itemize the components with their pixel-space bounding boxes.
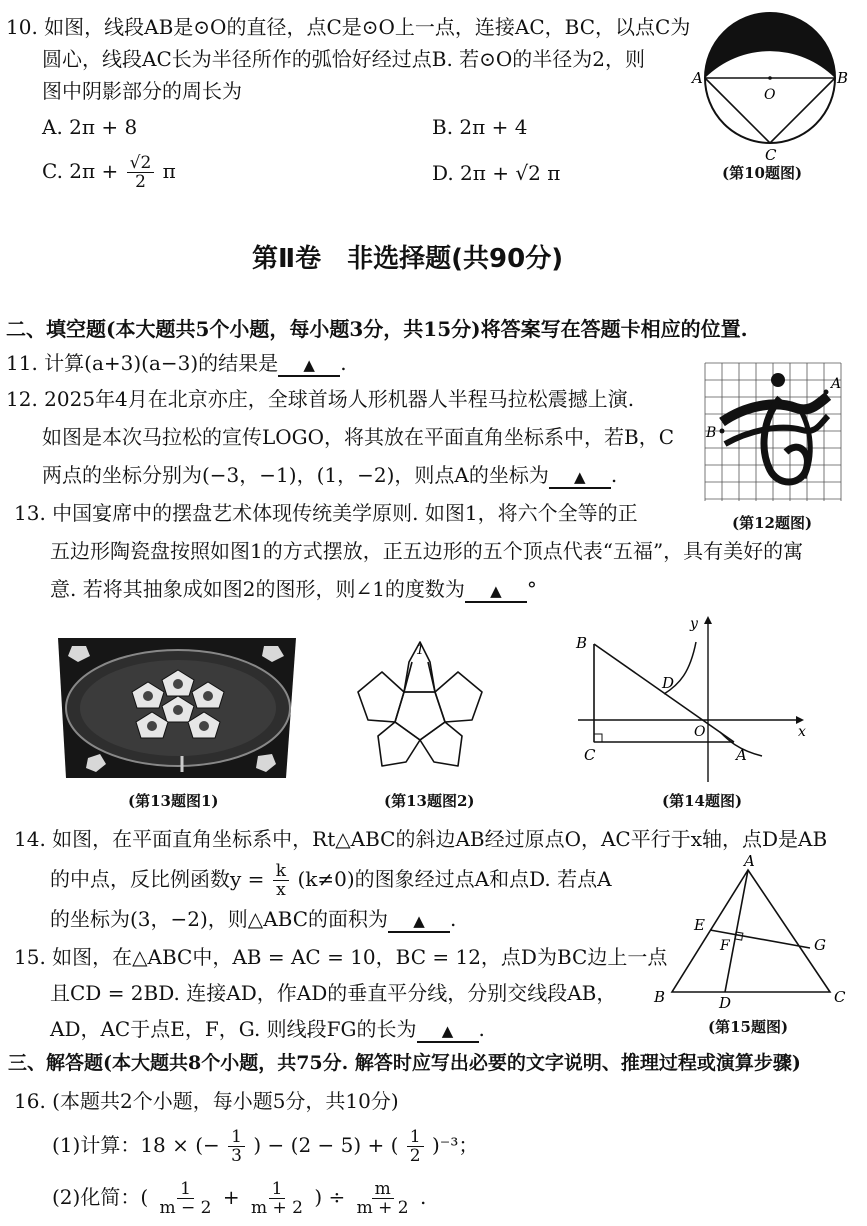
q16-p1-f2-num: 1 [407, 1128, 424, 1147]
q16-p2-prefix: (2)化简：( [52, 1185, 149, 1209]
q15-label-f: F [720, 938, 730, 954]
q14-label-b: B [576, 634, 588, 652]
q16-p2-f2-num: 1 [269, 1180, 286, 1199]
q11-end: . [340, 351, 347, 375]
q15-label-e: E [694, 916, 705, 934]
q14-fraction [273, 862, 289, 899]
part2-heading: 二、填空题(本大题共5个小题，每小题3分，共15分)将答案写在答题卡相应的位置. [6, 317, 748, 341]
q14-label-a: A [736, 746, 747, 764]
q16-p2-fraction3 [354, 1180, 412, 1217]
q16-part1 [52, 1128, 478, 1165]
q10-line3: 图中阴影部分的周长为 [42, 79, 242, 103]
q14-line3 [50, 906, 456, 933]
q13-line2: 五边形陶瓷盘按照如图1的方式摆放，正五边形的五个顶点代表“五福”，具有美好的寓 [50, 539, 804, 563]
q10-option-b: B. 2π + 4 [432, 115, 528, 139]
q14-fraction-num: k [273, 862, 289, 881]
q13-line3 [50, 576, 537, 603]
q12-answer-blank: ▲ [549, 467, 611, 489]
q15-label-c: C [834, 988, 846, 1006]
q10-shaded-region [705, 13, 835, 78]
q11 [6, 350, 347, 377]
q14-caption: (第14题图) [662, 792, 743, 810]
q15-line1: 15. 如图，在△ABC中，AB = AC = 10，BC = 12，点D为BC边上一点 [14, 945, 668, 969]
q12-line2: 如图是本次马拉松的宣传LOGO，将其放在平面直角坐标系中，若B，C [42, 425, 675, 449]
q14-line2-suffix: (k≠0)的图象经过点A和点D. 若点A [297, 867, 612, 891]
q14-answer-blank: ▲ [388, 911, 450, 933]
q10-line1: 10. 如图，线段AB是⊙O的直径，点C是⊙O上一点，连接AC，BC，以点C为 [6, 15, 691, 39]
q12-end: . [610, 463, 618, 487]
q13-line1: 13. 中国宴席中的摆盘艺术体现传统美学原则. 如图1，将六个全等的正 [14, 501, 638, 525]
q15-text: AD，AC于点E，F，G. 则线段FG的长为 [50, 1017, 417, 1041]
q13-figure1 [58, 638, 296, 778]
q11-answer-blank: ▲ [278, 355, 340, 377]
q15-end: . [478, 1017, 485, 1041]
q10-line2: 圆心，线段AC长为半径所作的弧恰好经过点B. 若⊙O的半径为2，则 [42, 47, 646, 71]
q13-angle-label: 1 [416, 643, 425, 658]
q16-p1-f2-den: 2 [409, 1146, 421, 1166]
q14-label-c: C [584, 746, 596, 764]
q13-answer-blank: ▲ [465, 581, 527, 603]
q12-logo-shape [722, 373, 828, 482]
q10-option-c-den: 2 [135, 172, 146, 192]
q16-p2-f1-den: m − 2 [159, 1198, 212, 1218]
q16-p2-plus: + [222, 1185, 240, 1209]
q15-label-a: A [744, 854, 755, 870]
part3-heading: 三、解答题(本大题共8个小题，共75分. 解答时应写出必要的文字说明、推理过程或演算步骤) [8, 1052, 801, 1074]
q16-p2-f3-num: m [372, 1180, 394, 1199]
q10-option-c [42, 154, 176, 191]
q13-text: 意. 若将其抽象成如图2的图形，则∠1的度数为 [50, 577, 465, 601]
q10-label-o: O [764, 87, 776, 103]
q15-caption: (第15题图) [708, 1018, 789, 1036]
q16-p2-f3-den: m + 2 [356, 1198, 409, 1218]
q10-option-c-fraction [127, 154, 155, 191]
q16-p1-suffix: )⁻³； [431, 1133, 479, 1157]
q16-p2-f2-den: m + 2 [250, 1198, 303, 1218]
q14-line2 [50, 862, 612, 899]
q16-p1-prefix: (1)计算：18 × (− [52, 1133, 220, 1157]
q14-fraction-den: x [276, 880, 286, 900]
q16-p1-fraction2 [407, 1128, 424, 1165]
q16-p2-fraction1 [157, 1180, 215, 1217]
q13-figure2 [350, 634, 490, 786]
q15-answer-blank: ▲ [417, 1021, 479, 1043]
q16-p2-end: . [419, 1185, 427, 1209]
q10-option-c-prefix: C. 2π + [42, 159, 119, 183]
q12-caption: (第12题图) [732, 514, 813, 532]
q13-caption1: (第13题图1) [128, 792, 219, 810]
q10-option-c-suffix: π [162, 159, 176, 183]
q14-line2-prefix: 的中点，反比例函数y = [50, 867, 265, 891]
q14-label-o: O [694, 724, 706, 740]
q13-caption2: (第13题图2) [384, 792, 475, 810]
q13-end: ° [526, 577, 537, 601]
q16-p2-fraction2 [248, 1180, 306, 1217]
q14-figure [572, 614, 810, 786]
q16-p2-f1-num: 1 [177, 1180, 194, 1199]
q16-p1-fraction1 [228, 1128, 245, 1165]
q15-line2: 且CD = 2BD. 连接AD，作AD的垂直平分线，分别交线段AB， [50, 981, 617, 1005]
q15-label-d: D [719, 994, 732, 1010]
q10-label-b: B [837, 69, 849, 87]
q14-label-d: D [662, 674, 675, 692]
q12-line3 [42, 462, 617, 489]
q14-end: . [450, 907, 457, 931]
q15-figure [650, 854, 862, 1010]
q10-option-d: D. 2π + √2 π [432, 161, 561, 185]
q12-figure [700, 358, 850, 506]
q14-line1: 14. 如图，在平面直角坐标系中，Rt△ABC的斜边AB经过原点O，AC平行于x轴，点D是AB [14, 827, 828, 851]
q10-option-a: A. 2π + 8 [42, 115, 138, 139]
q12-text: 两点的坐标分别为(−3，−1)，(1，−2)，则点A的坐标为 [42, 463, 549, 487]
q14-text: 的坐标为(3，−2)，则△ABC的面积为 [50, 907, 389, 931]
q10-option-c-num: √2 [127, 154, 155, 173]
q16-part2 [52, 1180, 426, 1217]
q15-label-g: G [814, 936, 826, 954]
q10-figure [690, 6, 860, 164]
q11-text: 11. 计算(a+3)(a−3)的结果是 [6, 351, 279, 375]
section2-title: 第Ⅱ卷 非选择题(共90分) [252, 244, 564, 274]
q12-line1: 12. 2025年4月在北京亦庄，全球首场人形机器人半程马拉松震撼上演. [6, 387, 635, 411]
q12-label-a: A [831, 376, 842, 392]
q16-p1-middle: ) − (2 − 5) + ( [253, 1133, 399, 1157]
q15-label-b: B [654, 988, 666, 1006]
q16-p2-divide: ) ÷ [314, 1185, 346, 1209]
q12-label-b: B [706, 425, 717, 441]
q16-p1-f1-num: 1 [228, 1128, 245, 1147]
q14-label-x: x [798, 724, 806, 740]
q16-p1-f1-den: 3 [231, 1146, 242, 1166]
q16-line1: 16. (本题共2个小题，每小题5分，共10分) [14, 1089, 399, 1113]
q10-caption: (第10题图) [722, 164, 803, 182]
q10-label-a: A [692, 69, 703, 87]
q15-line3 [50, 1016, 485, 1043]
q10-label-c: C [765, 146, 777, 164]
q14-label-y: y [690, 616, 698, 632]
